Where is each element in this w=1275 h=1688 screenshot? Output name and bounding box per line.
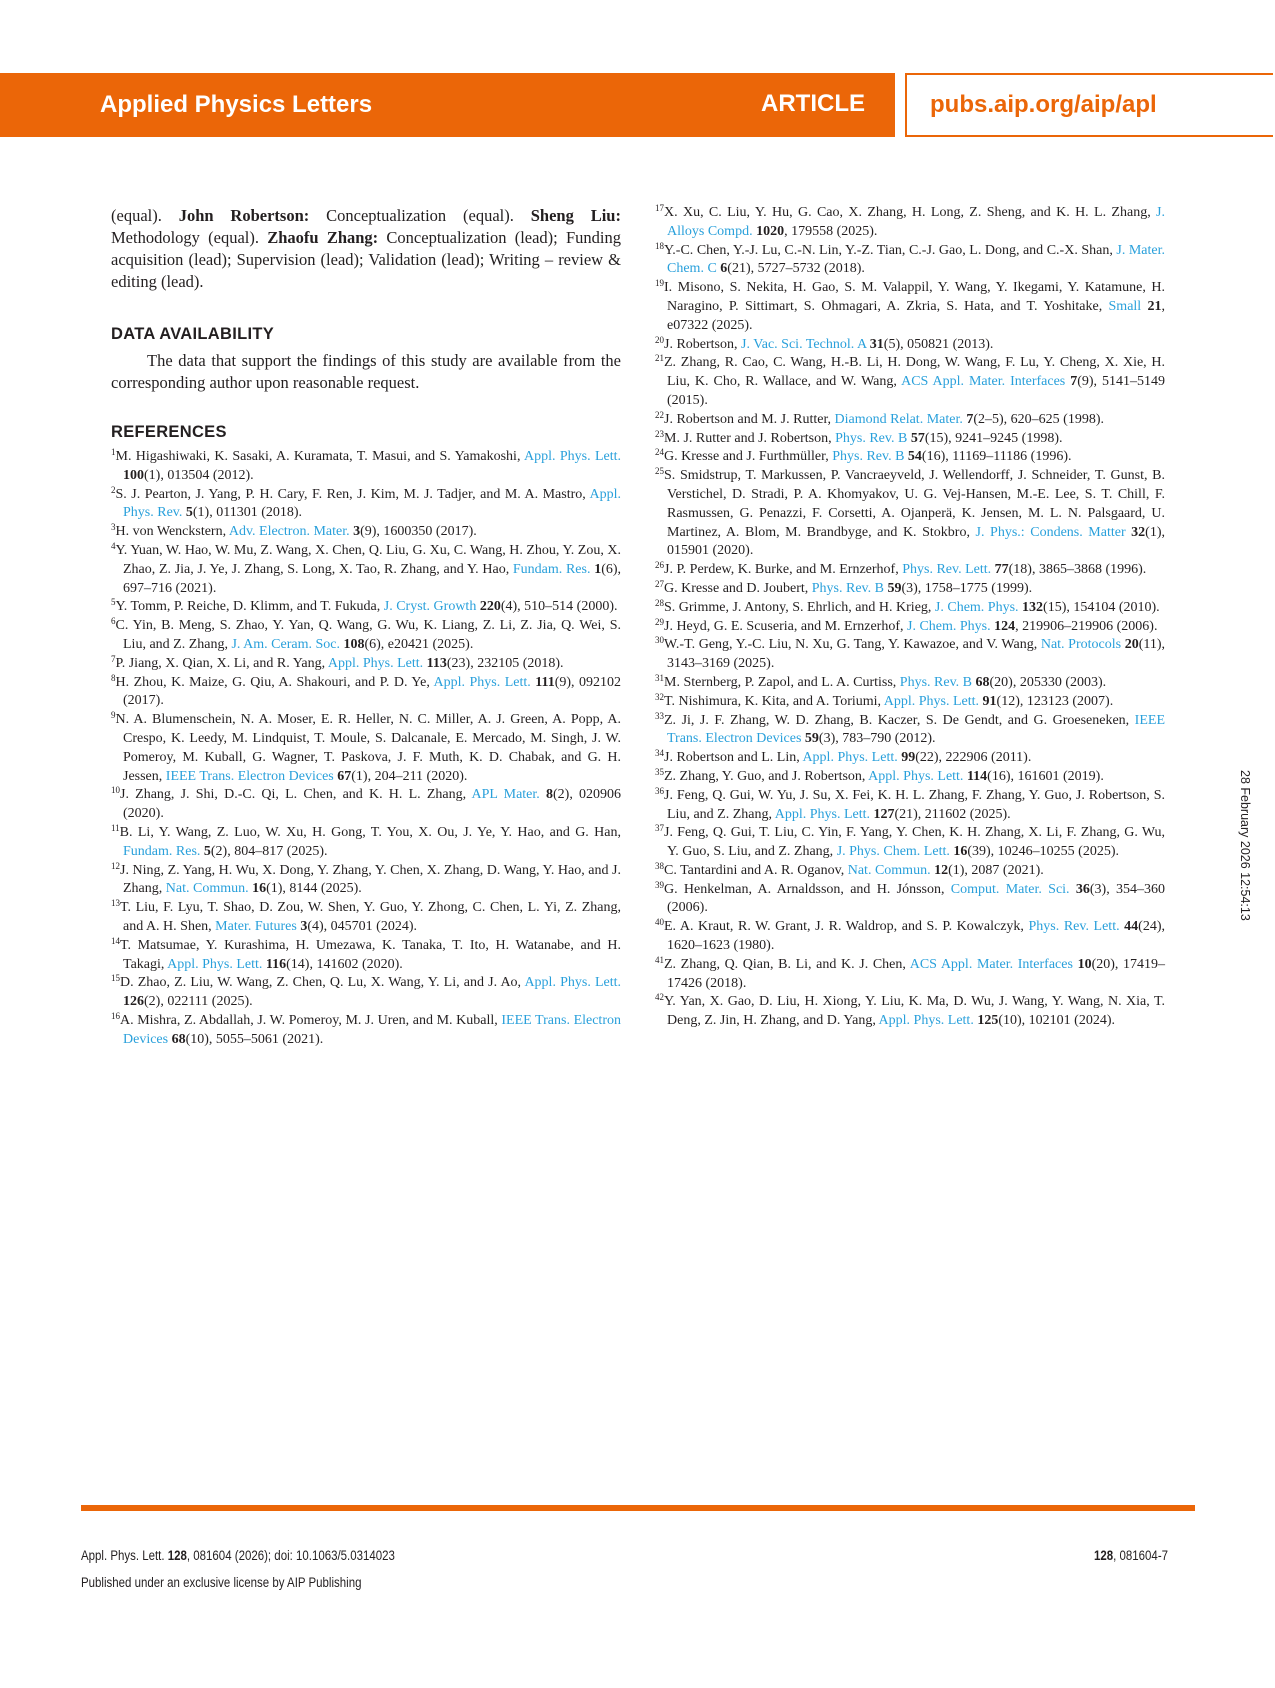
reference-pages-year: (9), 5141–5149 (2015). — [667, 374, 1166, 408]
reference-authors: H. von Wenckstern, — [115, 524, 229, 540]
reference-number: 16 — [111, 1010, 120, 1021]
reference-journal-link[interactable]: Comput. Mater. Sci. — [950, 881, 1070, 897]
reference-volume: 16 — [953, 844, 968, 860]
reference-volume: 116 — [265, 956, 287, 972]
reference-number: 10 — [111, 785, 120, 796]
reference-volume: 44 — [1124, 919, 1139, 935]
reference-volume: 68 — [171, 1031, 186, 1047]
download-timestamp: 28 February 2026 12:54:13 — [1238, 770, 1252, 921]
reference-authors: Y. Yuan, W. Hao, W. Mu, Z. Wang, X. Chen, Q. Liu, G. Xu, C. Wang, H. Zhou, Y. Zou, X. Zhao, Z. Jia, J. Ye, J. Zhang, S. Long, X. Tao, R. Zhang, and Y. Hao, — [115, 542, 621, 577]
footer-page-number — [1094, 1548, 1168, 1563]
reference-item — [111, 674, 621, 712]
reference-volume: 12 — [934, 862, 949, 878]
reference-volume: 126 — [123, 994, 144, 1010]
reference-number: 4 — [111, 540, 116, 551]
reference-journal-link[interactable]: Appl. Phys. Lett. — [774, 806, 870, 822]
reference-item — [655, 448, 1165, 467]
reference-volume: 77 — [994, 562, 1009, 578]
reference-volume: 68 — [975, 674, 990, 690]
reference-item — [655, 693, 1165, 712]
reference-authors: I. Misono, S. Nekita, H. Gao, S. M. Valappil, Y. Wang, Y. Ikegami, Y. Katamune, H. Naragino, P. Sittimart, S. Ohmagari, A. Zkria, S. Hata, and T. Yoshitake, — [664, 280, 1165, 314]
reference-volume: 91 — [982, 693, 997, 709]
reference-journal-link[interactable]: Fundam. Res. — [123, 843, 201, 859]
reference-pages-year: (21), 211602 (2025). — [894, 806, 1011, 822]
contribution-text: Conceptualization (equal). — [309, 206, 531, 225]
reference-volume: 108 — [343, 636, 365, 652]
contributor-name: Zhaofu Zhang: — [267, 228, 379, 247]
reference-number: 5 — [111, 597, 116, 608]
reference-number: 8 — [111, 672, 116, 683]
reference-volume: 3 — [300, 918, 308, 934]
reference-volume: 59 — [887, 580, 902, 596]
contributor-name: John Robertson: — [178, 206, 310, 225]
reference-volume: 99 — [901, 750, 916, 766]
reference-pages-year: (2), 022111 (2025). — [144, 994, 253, 1010]
reference-item — [655, 467, 1165, 561]
reference-pages-year: (15), 154104 (2010). — [1043, 599, 1160, 615]
reference-authors: J. Feng, Q. Gui, T. Liu, C. Yin, F. Yang, Y. Chen, K. H. Zhang, X. Li, F. Zhang, G. Wu, Y. Guo, S. Liu, and Z. Zhang, — [664, 825, 1165, 860]
reference-pages-year: (1), 204–211 (2020). — [351, 768, 468, 784]
footer-license: Published under an exclusive license by AIP Publishing — [81, 1575, 362, 1590]
reference-journal-link[interactable]: IEEE Trans. Electron Devices — [667, 712, 1165, 747]
reference-volume: 100 — [123, 467, 144, 483]
reference-pages-year: (9), 092102 (2017). — [123, 674, 621, 709]
reference-pages-year: (1), 2087 (2021). — [948, 862, 1044, 878]
reference-journal-link[interactable]: Small — [1108, 298, 1142, 314]
reference-journal-link[interactable]: Mater. Futures — [215, 918, 297, 934]
reference-journal-link[interactable]: Appl. Phys. Rev. — [123, 486, 621, 521]
reference-number: 15 — [111, 973, 120, 984]
reference-journal-link[interactable]: Adv. Electron. Mater. — [228, 524, 350, 540]
citation-volume: 128 — [167, 1548, 187, 1563]
reference-journal-link[interactable]: ACS Appl. Mater. Interfaces — [909, 956, 1073, 972]
reference-item — [111, 974, 621, 1012]
reference-journal-link[interactable]: Nat. Protocols — [1040, 637, 1122, 653]
reference-item — [111, 937, 621, 975]
reference-pages-year: (6), e20421 (2025). — [364, 636, 474, 652]
reference-authors: J. Ning, Z. Yang, H. Wu, X. Dong, Y. Zhang, Y. Chen, X. Zhang, D. Wang, Y. Hao, and J. Zhang, — [120, 862, 621, 897]
reference-number: 41 — [655, 954, 664, 965]
reference-authors: C. Yin, B. Meng, S. Zhao, Y. Yan, Q. Wang, G. Wu, K. Liang, Z. Li, Z. Jia, Q. Wei, S. Liu, and Z. Zhang, — [115, 618, 621, 652]
reference-item — [655, 430, 1165, 449]
reference-volume: 7 — [966, 411, 974, 427]
reference-item — [655, 242, 1165, 280]
reference-number: 6 — [111, 616, 116, 627]
reference-journal-link[interactable]: J. Phys. Chem. Lett. — [836, 844, 950, 860]
reference-authors: P. Jiang, X. Qian, X. Li, and R. Yang, — [115, 655, 328, 671]
reference-journal-link[interactable]: Phys. Rev. B — [811, 580, 884, 596]
reference-item — [111, 486, 621, 524]
reference-journal-link[interactable]: J. Chem. Phys. — [934, 599, 1019, 615]
reference-volume: 7 — [1070, 374, 1078, 390]
reference-volume: 16 — [252, 881, 267, 897]
reference-journal-link[interactable]: J. Alloys Compd. — [667, 205, 1165, 239]
reference-pages-year: (2–5), 620–625 (1998). — [973, 411, 1105, 427]
reference-journal-link[interactable]: Phys. Rev. B — [832, 449, 905, 465]
reference-journal-link[interactable]: APL Mater. — [471, 787, 540, 803]
reference-pages-year: (9), 1600350 (2017). — [360, 524, 477, 540]
contribution-text: Methodology (equal). — [111, 228, 268, 247]
reference-item — [655, 787, 1165, 825]
reference-authors: G. Kresse and D. Joubert, — [664, 580, 812, 596]
reference-pages-year: (2), 804–817 (2025). — [210, 843, 328, 859]
reference-number: 13 — [111, 898, 120, 909]
reference-list-right — [655, 204, 1165, 1031]
reference-volume: 124 — [994, 618, 1016, 634]
reference-volume: 67 — [337, 768, 352, 784]
reference-number: 1 — [111, 447, 116, 457]
reference-authors: Z. Zhang, Y. Guo, and J. Robertson, — [664, 768, 869, 784]
reference-volume: 113 — [426, 655, 447, 671]
reference-pages-year: (23), 232105 (2018). — [446, 655, 564, 671]
reference-authors: J. Robertson and L. Lin, — [664, 750, 803, 766]
reference-number: 9 — [111, 710, 116, 721]
reference-journal-link[interactable]: Nat. Commun. — [165, 881, 249, 897]
reference-pages-year: , 219906–219906 (2006). — [1015, 618, 1158, 634]
reference-item — [111, 786, 621, 824]
reference-number: 3 — [111, 522, 116, 533]
reference-item — [655, 749, 1165, 768]
reference-volume: 6 — [720, 261, 728, 277]
reference-pages-year: (3), 354–360 (2006). — [667, 881, 1166, 916]
reference-journal-link[interactable]: J. Chem. Phys. — [907, 618, 991, 634]
reference-pages-year: (39), 10246–10255 (2025). — [967, 844, 1120, 860]
reference-item — [655, 862, 1165, 881]
reference-item — [655, 580, 1165, 599]
reference-number: 35 — [655, 766, 664, 777]
reference-item — [655, 561, 1165, 580]
reference-number: 26 — [655, 560, 664, 571]
right-column — [655, 204, 1165, 1031]
reference-number: 28 — [655, 597, 664, 608]
reference-number: 38 — [655, 860, 664, 871]
reference-number: 24 — [655, 447, 664, 458]
reference-authors: W.-T. Geng, Y.-C. Liu, N. Xu, G. Tang, Y. Kawazoe, and V. Wang, — [664, 637, 1041, 653]
reference-authors: S. Grimme, J. Antony, S. Ehrlich, and H. Krieg, — [664, 599, 935, 615]
reference-journal-link[interactable]: Phys. Rev. B — [899, 674, 973, 690]
reference-pages-year: (16), 11169–11186 (1996). — [921, 449, 1072, 465]
reference-authors: J. Robertson and M. J. Rutter, — [664, 411, 835, 427]
reference-volume: 20 — [1124, 637, 1139, 653]
article-type-label: ARTICLE — [761, 90, 865, 117]
reference-authors: T. Matsumae, Y. Kurashima, H. Umezawa, K. Tanaka, T. Ito, H. Watanabe, and H. Takagi, — [120, 937, 621, 972]
reference-volume: 3 — [353, 524, 361, 540]
reference-volume: 111 — [535, 674, 555, 690]
reference-item — [655, 993, 1165, 1031]
reference-number: 32 — [655, 691, 664, 702]
reference-authors: Y. Tomm, P. Reiche, D. Klimm, and T. Fukuda, — [115, 599, 384, 615]
reference-authors: M. Sternberg, P. Zapol, and L. A. Curtiss, — [664, 674, 900, 690]
reference-authors: J. Feng, Q. Gui, W. Yu, J. Su, X. Fei, K. H. L. Zhang, F. Zhang, Y. Guo, J. Robertson, S. Liu, and Z. Zhang, — [664, 787, 1165, 822]
reference-pages-year: (10), 102101 (2024). — [998, 1013, 1115, 1029]
reference-volume: 8 — [546, 787, 553, 803]
reference-volume: 31 — [869, 336, 884, 352]
reference-number: 7 — [111, 653, 116, 664]
reference-authors: B. Li, Y. Wang, Z. Luo, W. Xu, H. Gong, T. You, X. Ou, J. Ye, Y. Hao, and G. Han, — [119, 824, 621, 840]
reference-pages-year: (3), 1758–1775 (1999). — [901, 580, 1033, 596]
reference-item — [111, 862, 621, 900]
reference-authors: S. Smidstrup, T. Markussen, P. Vancraeyveld, J. Wellendorff, J. Schneider, T. Gunst, B. Verstichel, D. Stradi, P. A. Khomyakov, U. G. Vej-Hansen, M.-E. Lee, S. T. Chill, F. Rasmussen, G. Penazzi, F. Corsetti, A. Ojanperä, K. Jensen, M. L. N. Palsgaard, U. Martinez, A. Blom, M. Brandbyge, and K. Stokbro, — [664, 468, 1165, 540]
reference-volume: 132 — [1022, 599, 1044, 615]
reference-authors: G. Kresse and J. Furthmüller, — [664, 449, 833, 465]
reference-volume: 10 — [1077, 956, 1092, 972]
reference-journal-link[interactable]: Fundam. Res. — [512, 561, 591, 577]
reference-volume: 114 — [966, 768, 988, 784]
page-id: , 081604-7 — [1113, 1548, 1169, 1563]
reference-pages-year: (20), 17419–17426 (2018). — [667, 956, 1166, 991]
reference-number: 37 — [655, 823, 664, 834]
reference-authors: T. Liu, F. Lyu, T. Shao, D. Zou, W. Shen, Y. Guo, Y. Zhong, C. Chen, L. Yi, Z. Zhang, and A. H. Shen, — [120, 900, 621, 934]
reference-pages-year: (3), 783–790 (2012). — [818, 731, 936, 747]
reference-pages-year: (4), 045701 (2024). — [307, 918, 417, 934]
reference-pages-year: (6), 697–716 (2021). — [123, 561, 622, 596]
reference-pages-year: (20), 205330 (2003). — [989, 674, 1107, 690]
reference-journal-link[interactable]: Diamond Relat. Mater. — [834, 411, 963, 427]
reference-journal-link[interactable]: J. Cryst. Growth — [383, 599, 477, 615]
reference-authors: Y.-C. Chen, Y.-J. Lu, C.-N. Lin, Y.-Z. Tian, C.-J. Gao, L. Dong, and C.-X. Shan, — [664, 242, 1117, 258]
reference-journal-link[interactable]: Appl. Phys. Lett. — [524, 975, 622, 991]
reference-journal-link[interactable]: Appl. Phys. Lett. — [868, 768, 964, 784]
reference-authors: J. Heyd, G. E. Scuseria, and M. Ernzerhof, — [664, 618, 907, 634]
reference-number: 17 — [655, 203, 664, 213]
reference-pages-year: , e07322 (2025). — [667, 298, 1165, 333]
citation-doi[interactable]: , 081604 (2026); doi: 10.1063/5.0314023 — [186, 1548, 395, 1563]
reference-item — [655, 336, 1165, 355]
reference-pages-year: (1), 011301 (2018). — [192, 505, 303, 521]
reference-authors: S. J. Pearton, J. Yang, P. H. Cary, F. Ren, J. Kim, M. J. Tadjer, and M. A. Mastro, — [115, 486, 590, 502]
reference-authors: H. Zhou, K. Maize, G. Qiu, A. Shakouri, and P. D. Ye, — [115, 674, 434, 690]
contribution-text: Conceptualization (lead); Funding acquisition (lead); Supervision (lead); Validation (lead); Writing – review & editing (lead). — [111, 228, 621, 291]
references-heading: REFERENCES — [111, 423, 227, 441]
reference-volume: 1020 — [756, 223, 785, 239]
reference-volume: 220 — [479, 599, 501, 615]
contribution-text: (equal). — [111, 206, 179, 225]
reference-pages-year: (1), 015901 (2020). — [667, 524, 1165, 559]
reference-number: 33 — [655, 710, 664, 721]
reference-volume: 59 — [804, 731, 819, 747]
reference-item — [111, 1012, 621, 1050]
footer-citation — [81, 1548, 395, 1563]
reference-pages-year: (10), 5055–5061 (2021). — [185, 1031, 324, 1047]
reference-item — [111, 655, 621, 674]
reference-pages-year: (1), 8144 (2025). — [266, 881, 362, 897]
reference-volume: 32 — [1131, 524, 1146, 540]
reference-number: 12 — [111, 860, 120, 871]
reference-pages-year: (21), 5727–5732 (2018). — [727, 261, 865, 277]
reference-item — [111, 711, 621, 786]
reference-authors: M. Higashiwaki, K. Sasaki, A. Kuramata, T. Masui, and S. Yamakoshi, — [115, 449, 525, 464]
reference-item — [655, 712, 1165, 750]
reference-authors: Z. Ji, J. F. Zhang, W. D. Zhang, B. Kaczer, S. De Gendt, and G. Groeseneken, — [664, 712, 1135, 728]
reference-number: 34 — [655, 748, 664, 759]
reference-authors: J. Robertson, — [664, 336, 741, 352]
reference-volume: 1 — [594, 561, 602, 577]
reference-authors: A. Mishra, Z. Abdallah, J. W. Pomeroy, M. J. Uren, and M. Kuball, — [120, 1012, 502, 1028]
reference-pages-year: (15), 9241–9245 (1998). — [924, 430, 1063, 446]
reference-pages-year: (2), 020906 (2020). — [123, 787, 622, 822]
reference-item — [111, 542, 621, 598]
reference-journal-link[interactable]: Phys. Rev. B — [835, 430, 908, 446]
reference-volume: 127 — [873, 806, 895, 822]
journal-url-link[interactable]: pubs.aip.org/aip/apl — [930, 91, 1157, 118]
footer-rule — [81, 1505, 1195, 1511]
reference-number: 22 — [655, 409, 664, 420]
reference-journal-link[interactable]: Appl. Phys. Lett. — [327, 655, 424, 671]
journal-header-bar — [0, 73, 895, 137]
reference-item — [655, 881, 1165, 919]
reference-journal-link[interactable]: IEEE Trans. Electron Devices — [165, 768, 334, 784]
reference-pages-year: (12), 123123 (2007). — [996, 693, 1114, 709]
reference-number: 36 — [655, 785, 664, 796]
reference-number: 2 — [111, 484, 116, 495]
reference-pages-year: (14), 141602 (2020). — [286, 956, 403, 972]
journal-title: Applied Physics Letters — [100, 91, 373, 118]
reference-journal-link[interactable]: J. Phys.: Condens. Matter — [975, 524, 1126, 540]
reference-authors: T. Nishimura, K. Kita, and A. Toriumi, — [664, 693, 884, 709]
reference-number: 20 — [655, 334, 664, 345]
reference-item — [655, 674, 1165, 693]
reference-journal-link[interactable]: Nat. Commun. — [847, 862, 931, 878]
reference-number: 19 — [655, 278, 664, 289]
reference-journal-link[interactable]: J. Am. Ceram. Soc. — [231, 636, 340, 652]
reference-volume: 5 — [203, 843, 211, 859]
reference-volume: 5 — [185, 505, 193, 521]
reference-number: 30 — [655, 635, 664, 646]
reference-authors: J. Zhang, J. Shi, D.-C. Qi, L. Chen, and K. H. L. Zhang, — [120, 787, 472, 803]
reference-item — [655, 824, 1165, 862]
reference-number: 39 — [655, 879, 664, 890]
reference-journal-link[interactable]: J. Mater. Chem. C — [667, 242, 1166, 277]
reference-number: 27 — [655, 578, 664, 589]
data-availability-text: The data that support the findings of this study are available from the corresponding author upon reasonable request. — [111, 351, 621, 392]
page-volume: 128 — [1094, 1548, 1114, 1563]
reference-item — [655, 354, 1165, 410]
reference-volume: 57 — [910, 430, 925, 446]
reference-number: 40 — [655, 917, 664, 928]
reference-journal-link[interactable]: Appl. Phys. Lett. — [802, 750, 898, 766]
reference-journal-link[interactable]: Appl. Phys. Lett. — [883, 693, 980, 709]
reference-item — [655, 411, 1165, 430]
reference-item — [655, 636, 1165, 674]
reference-number: 11 — [111, 822, 120, 833]
reference-journal-link[interactable]: Appl. Phys. Lett. — [878, 1013, 974, 1029]
reference-item — [655, 204, 1165, 242]
reference-number: 31 — [655, 672, 664, 683]
reference-authors: Z. Zhang, Q. Qian, B. Li, and K. J. Chen, — [664, 956, 910, 972]
reference-journal-link[interactable]: Phys. Rev. Lett. — [902, 562, 992, 578]
journal-url-box — [905, 73, 1273, 137]
reference-list-left — [111, 448, 621, 1050]
reference-item — [655, 599, 1165, 618]
reference-volume: 36 — [1075, 881, 1090, 897]
reference-authors: D. Zhao, Z. Liu, W. Wang, Z. Chen, Q. Lu, X. Wang, Y. Li, and J. Ao, — [120, 975, 525, 991]
reference-volume: 125 — [977, 1013, 999, 1029]
reference-journal-link[interactable]: Appl. Phys. Lett. — [433, 674, 531, 690]
reference-journal-link[interactable]: IEEE Trans. Electron Devices — [123, 1012, 621, 1047]
reference-number: 42 — [655, 992, 664, 1003]
reference-number: 18 — [655, 240, 664, 251]
reference-authors: E. A. Kraut, R. W. Grant, J. R. Waldrop, and S. P. Kowalczyk, — [664, 919, 1029, 935]
reference-journal-link[interactable]: Appl. Phys. Lett. — [167, 956, 263, 972]
reference-journal-link[interactable]: J. Vac. Sci. Technol. A — [741, 336, 867, 352]
reference-authors: X. Xu, C. Liu, Y. Hu, G. Cao, X. Zhang, H. Long, Z. Sheng, and K. H. L. Zhang, — [664, 205, 1157, 220]
reference-item — [111, 523, 621, 542]
reference-item — [111, 598, 621, 617]
contributor-name: Sheng Liu: — [530, 206, 621, 225]
reference-volume: 54 — [907, 449, 922, 465]
reference-pages-year: (24), 1620–1623 (1980). — [667, 919, 1165, 954]
reference-item — [655, 918, 1165, 956]
reference-journal-link[interactable]: Appl. Phys. Lett. — [524, 449, 621, 464]
citation-journal: Appl. Phys. Lett. — [81, 1548, 168, 1563]
reference-journal-link[interactable]: ACS Appl. Mater. Interfaces — [901, 374, 1066, 390]
reference-number: 25 — [655, 466, 664, 477]
reference-item — [655, 279, 1165, 335]
reference-number: 21 — [655, 353, 664, 364]
reference-item — [655, 618, 1165, 637]
reference-authors: C. Tantardini and A. R. Oganov, — [664, 862, 848, 878]
reference-pages-year: (18), 3865–3868 (1996). — [1008, 562, 1147, 578]
reference-authors: Y. Yan, X. Gao, D. Liu, H. Xiong, Y. Liu, K. Ma, D. Wu, J. Wang, Y. Wang, N. Xia, T. Deng, Z. Jin, H. Zhang, and D. Yang, — [664, 994, 1165, 1029]
reference-number: 14 — [111, 935, 120, 946]
reference-pages-year: (11), 3143–3169 (2025). — [667, 637, 1165, 672]
author-contributions-paragraph — [111, 205, 621, 293]
reference-pages-year: (22), 222906 (2011). — [915, 750, 1032, 766]
reference-item — [655, 956, 1165, 994]
reference-authors: Z. Zhang, R. Cao, C. Wang, H.-B. Li, H. Dong, W. Wang, F. Lu, Y. Cheng, X. Xie, H. Liu, K. Cho, R. Wallace, and W. Wang, — [664, 355, 1165, 390]
reference-item — [111, 617, 621, 655]
reference-pages-year: (5), 050821 (2013). — [883, 336, 994, 352]
reference-authors: M. J. Rutter and J. Robertson, — [664, 430, 836, 446]
left-column — [111, 205, 621, 1050]
reference-number: 23 — [655, 428, 664, 439]
reference-volume: 21 — [1147, 298, 1162, 314]
data-availability-heading: DATA AVAILABILITY — [111, 325, 275, 343]
reference-item — [111, 448, 621, 486]
reference-pages-year: (4), 510–514 (2000). — [500, 599, 618, 615]
reference-pages-year: (1), 013504 (2012). — [144, 467, 254, 483]
reference-number: 29 — [655, 616, 664, 627]
reference-authors: G. Henkelman, A. Arnaldsson, and H. Jónsson, — [664, 881, 951, 897]
reference-item — [111, 824, 621, 862]
reference-item — [111, 899, 621, 937]
reference-item — [655, 768, 1165, 787]
reference-pages-year: (16), 161601 (2019). — [987, 768, 1104, 784]
reference-journal-link[interactable]: Phys. Rev. Lett. — [1028, 919, 1120, 935]
reference-pages-year: , 179558 (2025). — [784, 223, 878, 239]
reference-authors: J. P. Perdew, K. Burke, and M. Ernzerhof, — [664, 562, 903, 578]
reference-authors: N. A. Blumenschein, N. A. Moser, E. R. Heller, N. C. Miller, A. J. Green, A. Popp, A. Crespo, K. Leedy, M. Lindquist, T. Moule, S. Dalcanale, E. Mercado, M. Singh, J. W. Pomeroy, M. Kuball, G. Wagner, T. Paskova, J. F. Muth, K. D. Chabak, and G. H. Jessen, — [115, 712, 621, 784]
